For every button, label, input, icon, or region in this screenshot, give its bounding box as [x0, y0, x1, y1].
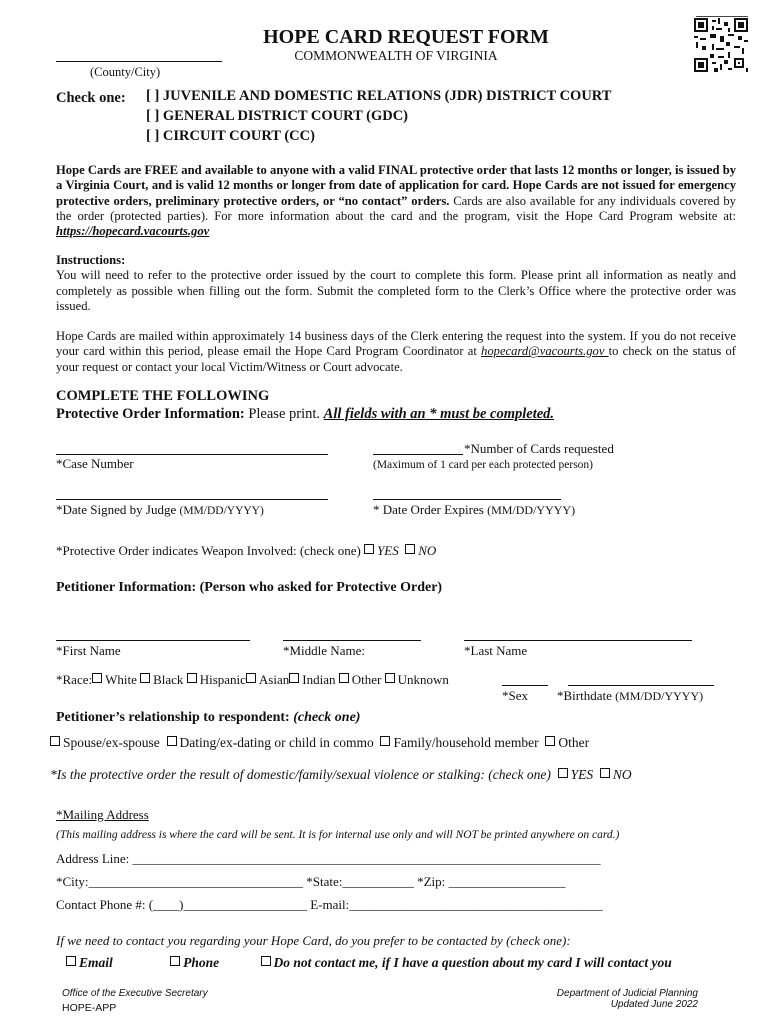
birthdate-label [557, 688, 703, 704]
poi-label: Protective Order Information: [56, 406, 245, 422]
address-line-field[interactable]: Address Line: ________________________________________________________________________ [56, 851, 601, 866]
violence-no-checkbox[interactable] [600, 768, 610, 778]
coordinator-email-link[interactable]: hopecard@vacourts.gov [481, 344, 609, 359]
contact-preference-row [66, 955, 672, 971]
date-expires-text: * Date Order Expires [373, 502, 484, 517]
hope-card-website-link[interactable]: https://hopecard.vacourts.gov [56, 224, 210, 239]
rel-dating-checkbox[interactable] [167, 736, 177, 746]
violence-no-label: NO [612, 767, 632, 782]
race-other-checkbox[interactable] [339, 673, 349, 683]
qr-code-icon [694, 18, 748, 72]
birthdate-format: (MM/DD/YYYY) [615, 689, 704, 703]
protective-order-info-heading [56, 406, 554, 423]
poi-please-print: Please print. [244, 406, 324, 422]
race-label: *Race: [56, 672, 93, 687]
race-hispanic-label: Hispanic [199, 672, 246, 687]
county-city-field[interactable] [56, 61, 222, 62]
form-title: HOPE CARD REQUEST FORM [263, 26, 549, 48]
num-cards-note: (Maximum of 1 card per each protected person) [373, 459, 594, 471]
footer-department: Department of Judicial Planning [556, 988, 698, 999]
petitioner-heading: Petitioner Information: (Person who asked for Protective Order) [56, 580, 443, 595]
race-unknown-label: Unknown [397, 672, 449, 687]
race-hispanic-checkbox[interactable] [187, 673, 197, 683]
race-white-label: White [105, 672, 137, 687]
county-city-label: (County/City) [90, 65, 161, 79]
weapon-involved-row [56, 543, 436, 559]
middle-name-field[interactable] [283, 640, 421, 641]
race-indian-checkbox[interactable] [289, 673, 299, 683]
race-indian-label: Indian [302, 672, 336, 687]
mailing-address-heading: *Mailing Address [56, 807, 149, 822]
last-name-field[interactable] [464, 640, 692, 641]
rel-spouse-label: Spouse/ex-spouse [63, 735, 160, 750]
date-expires-field[interactable] [373, 499, 561, 500]
weapon-yes-label: YES [377, 543, 399, 558]
race-unknown-checkbox[interactable] [385, 673, 395, 683]
complete-heading: COMPLETE THE FOLLOWING [56, 388, 270, 404]
violence-yes-checkbox[interactable] [558, 768, 568, 778]
date-signed-format: (MM/DD/YYYY) [179, 505, 264, 517]
city-state-zip-field[interactable]: *City:_________________________________ *State:___________ *Zip: __________________ [56, 874, 566, 889]
mailing-time-paragraph [56, 329, 736, 375]
weapon-involved-label: *Protective Order indicates Weapon Involved: (check one) [56, 543, 361, 558]
race-asian-checkbox[interactable] [246, 673, 256, 683]
num-cards-field[interactable] [373, 454, 463, 455]
contact-preference-question: If we need to contact you regarding your Hope Card, do you prefer to be contacted by (check one): [56, 933, 571, 948]
intro-bold-text: Hope Cards are FREE and available to anyone with a valid FINAL protective order that lasts 12 months or longer, is issued by a Virginia Court, and is valid 12 months or longer from date of application for card. Hope Cards are not issued for emergency protective orders, preliminary protective orders, or “no contact” orders. [56, 163, 736, 208]
relationship-options-row [50, 735, 589, 751]
date-signed-label [56, 502, 264, 518]
required-fields-note: All fields with an * must be completed. [323, 406, 555, 422]
intro-plain-text: Cards are also available for any individuals covered by the order (protected parties). For more information about the card and the program, visit the Hope Card Program website at: [56, 193, 736, 223]
instructions-section [56, 253, 736, 314]
contact-phone-label: Phone [183, 955, 220, 970]
birthdate-field[interactable] [568, 685, 714, 686]
footer-updated: Updated June 2022 [610, 999, 698, 1010]
court-option-cc[interactable]: [ ] CIRCUIT COURT (CC) [146, 128, 315, 144]
rel-spouse-checkbox[interactable] [50, 736, 60, 746]
instructions-text: You will need to refer to the protective order issued by the court to complete this form. Please print all information as neatly and completely as possible when filling out the form. Submit the completed form to the Clerk’s Office where the protective order was issued. [56, 268, 736, 313]
contact-phone-checkbox[interactable] [170, 956, 180, 966]
violence-row [50, 767, 632, 783]
rel-family-label: Family/household member [393, 735, 539, 750]
intro-paragraph [56, 163, 736, 239]
date-signed-field[interactable] [56, 499, 328, 500]
mailing-note-text: Hope Cards are mailed within approximately 14 business days of the Clerk entering the request into the system. If you do not receive your card within this period, please email the Hope Card Program Coordinator at [56, 329, 736, 359]
relationship-check-one: (check one) [293, 710, 361, 725]
mailing-note-text-after: to check on the status of your request or contact your local Victim/Witness or Court advocate. [56, 344, 736, 374]
rel-other-checkbox[interactable] [545, 736, 555, 746]
relationship-heading-text: Petitioner’s relationship to respondent: [56, 710, 290, 725]
qr-divider [696, 16, 748, 17]
date-signed-text: *Date Signed by Judge [56, 502, 177, 517]
race-asian-label: Asian [258, 672, 290, 687]
race-row [56, 672, 449, 688]
form-subtitle: COMMONWEALTH OF VIRGINIA [294, 48, 498, 63]
violence-yes-label: YES [570, 767, 594, 782]
rel-dating-label: Dating/ex-dating or child in commo [179, 735, 374, 750]
race-black-checkbox[interactable] [140, 673, 150, 683]
contact-email-checkbox[interactable] [66, 956, 76, 966]
footer-office: Office of the Executive Secretary [62, 988, 208, 999]
weapon-no-label: NO [418, 543, 437, 558]
check-one-label: Check one: [56, 90, 126, 106]
date-expires-format: (MM/DD/YYYY) [487, 503, 576, 517]
first-name-label: *First Name [56, 643, 121, 658]
date-expires-label [373, 502, 575, 518]
sex-field[interactable] [502, 685, 548, 686]
violence-question: *Is the protective order the result of domestic/family/sexual violence or stalking: (check one) [50, 767, 551, 782]
rel-family-checkbox[interactable] [380, 736, 390, 746]
race-white-checkbox[interactable] [92, 673, 102, 683]
footer-form-code: HOPE-APP [62, 1002, 117, 1014]
instructions-heading: Instructions: [56, 253, 126, 267]
phone-email-field[interactable]: Contact Phone #: (____)___________________ E-mail:_______________________________________ [56, 897, 603, 912]
weapon-yes-checkbox[interactable] [364, 544, 374, 554]
last-name-label: *Last Name [464, 643, 528, 658]
relationship-heading [56, 710, 360, 726]
rel-other-label: Other [558, 735, 590, 750]
birthdate-text: *Birthdate [557, 688, 612, 703]
contact-email-label: Email [79, 955, 113, 970]
middle-name-label: *Middle Name: [283, 643, 365, 658]
no-contact-checkbox[interactable] [261, 956, 271, 966]
no-contact-label: Do not contact me, if I have a question about my card I will contact you [273, 955, 672, 970]
num-cards-label: *Number of Cards requested [464, 441, 614, 456]
court-option-jdr[interactable]: [ ] JUVENILE AND DOMESTIC RELATIONS (JDR) DISTRICT COURT [146, 88, 612, 104]
case-number-field[interactable] [56, 454, 328, 455]
first-name-field[interactable] [56, 640, 250, 641]
court-option-gdc[interactable]: [ ] GENERAL DISTRICT COURT (GDC) [146, 108, 409, 124]
mailing-address-note: (This mailing address is where the card will be sent. It is for internal use only and will NOT be printed anywhere on card.) [56, 829, 620, 841]
race-black-label: Black [153, 672, 184, 687]
weapon-no-checkbox[interactable] [405, 544, 415, 554]
case-number-label: *Case Number [56, 456, 134, 471]
sex-label: *Sex [502, 688, 528, 703]
race-other-label: Other [351, 672, 382, 687]
